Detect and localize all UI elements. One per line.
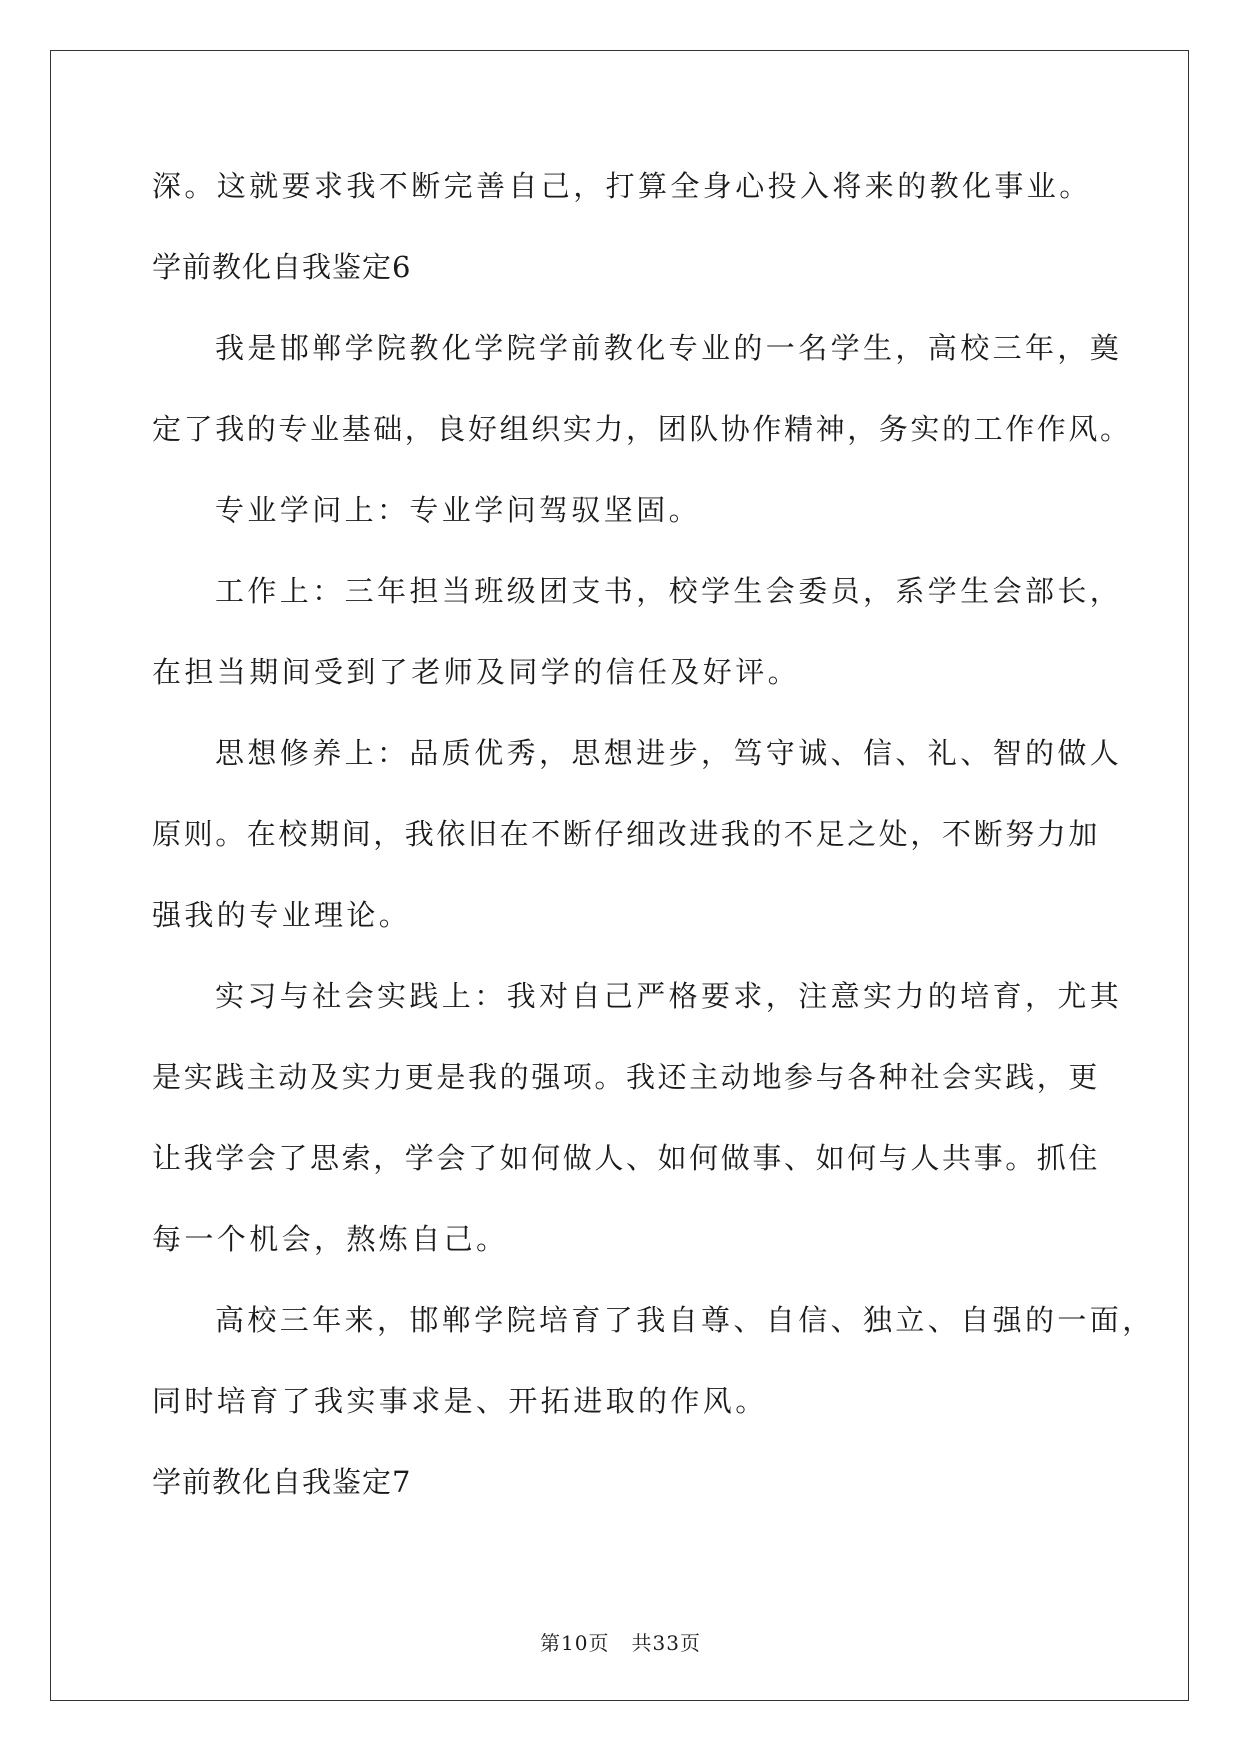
section-heading: 学前教化自我鉴定7 xyxy=(152,1465,412,1499)
text-line: 在担当期间受到了老师及同学的信任及好评。 xyxy=(152,655,801,689)
text-line: 同时培育了我实事求是、开拓进取的作风。 xyxy=(152,1384,768,1418)
paragraph-line: 专业学问上：专业学问驾驭坚固。 xyxy=(215,493,702,527)
paragraph-line: 工作上：三年担当班级团支书，校学生会委员，系学生会部长， xyxy=(215,574,1123,608)
document-body xyxy=(152,166,1155,1543)
text-line: 是实践主动及实力更是我的强项。我还主动地参与各种社会实践，更 xyxy=(152,1060,1101,1094)
text-line: 让我学会了思索，学会了如何做人、如何做事、如何与人共事。抓住 xyxy=(152,1141,1101,1175)
text-line: 强我的专业理论。 xyxy=(152,898,412,932)
text-line: 每一个机会，熬炼自己。 xyxy=(152,1222,509,1256)
text-line: 定了我的专业基础，良好组织实力，团队协作精神，务实的工作作风。 xyxy=(152,412,1132,446)
paragraph-line: 我是邯郸学院教化学院学前教化专业的一名学生，高校三年，奠 xyxy=(215,331,1123,365)
paragraph-line: 思想修养上：品质优秀，思想进步，笃守诚、信、礼、智的做人 xyxy=(215,736,1123,770)
page-number: 第10页 xyxy=(540,1631,610,1655)
paragraph-line: 实习与社会实践上：我对自己严格要求，注意实力的培育，尤其 xyxy=(215,979,1123,1013)
paragraph-line: 高校三年来，邯郸学院培育了我自尊、自信、独立、自强的一面， xyxy=(215,1303,1155,1337)
text-line: 原则。在校期间，我依旧在不断仔细改进我的不足之处，不断努力加 xyxy=(152,817,1101,851)
text-line: 深。这就要求我不断完善自己，打算全身心投入将来的教化事业。 xyxy=(152,169,1092,203)
section-heading: 学前教化自我鉴定6 xyxy=(152,250,412,284)
page-total: 共33页 xyxy=(631,1631,701,1655)
page-footer xyxy=(0,1627,1241,1656)
